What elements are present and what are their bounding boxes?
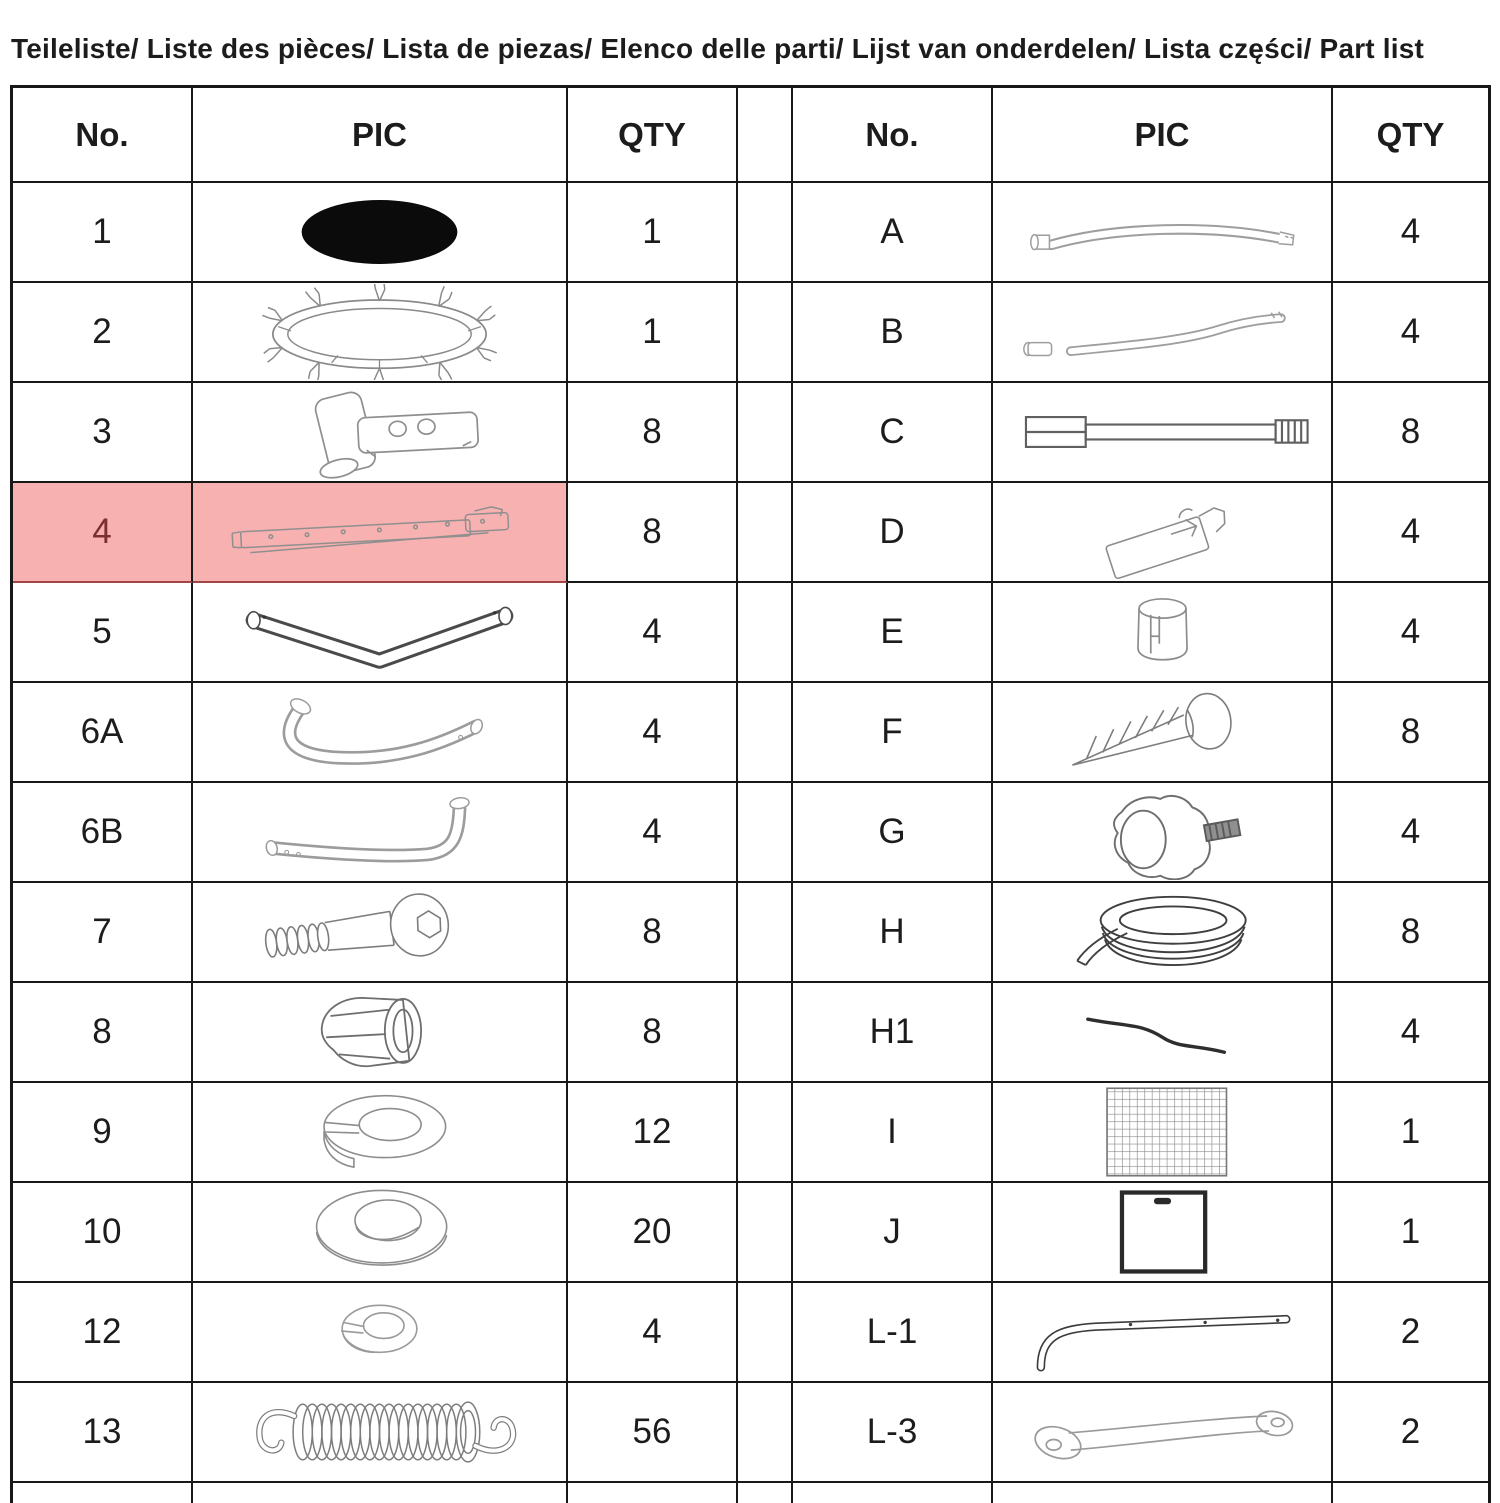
left-part-pic-cell xyxy=(193,983,568,1083)
left-part-no-cell: 3 xyxy=(13,383,193,483)
spacer-cell xyxy=(738,583,793,683)
spacer-cell xyxy=(738,383,793,483)
panel-icon xyxy=(995,1184,1330,1280)
left-part-pic-cell xyxy=(193,483,568,583)
spacer-cell xyxy=(738,1283,793,1383)
net-icon xyxy=(995,1084,1330,1180)
left-part-qty-cell: 8 xyxy=(568,983,738,1083)
curved-leg-6a-icon xyxy=(212,684,547,780)
spacer-cell xyxy=(738,883,793,983)
left-part-qty-cell: 4 xyxy=(568,783,738,883)
right-part-no-cell: L-3 xyxy=(793,1383,993,1483)
right-part-pic-cell xyxy=(993,1283,1333,1383)
spacer-cell xyxy=(738,283,793,383)
partial-row-cell xyxy=(738,1483,793,1503)
left-part-qty-cell: 8 xyxy=(568,883,738,983)
left-part-pic-cell xyxy=(193,1383,568,1483)
spacer-cell xyxy=(738,183,793,283)
right-part-qty-cell: 8 xyxy=(1333,883,1488,983)
spacer-cell xyxy=(738,1383,793,1483)
left-part-qty-cell: 56 xyxy=(568,1383,738,1483)
partial-row-cell xyxy=(793,1483,993,1503)
t-joint-icon xyxy=(212,384,547,480)
right-part-qty-cell: 1 xyxy=(1333,1083,1488,1183)
clamp-icon xyxy=(995,484,1330,580)
left-part-qty-cell: 8 xyxy=(568,383,738,483)
right-part-qty-cell: 4 xyxy=(1333,983,1488,1083)
right-part-qty-cell: 8 xyxy=(1333,683,1488,783)
lock-washer-icon xyxy=(212,1084,547,1180)
left-part-no-cell: 9 xyxy=(13,1083,193,1183)
right-part-no-cell: A xyxy=(793,183,993,283)
small-washer-icon xyxy=(212,1284,547,1380)
partial-row-cell xyxy=(193,1483,568,1503)
header-qty-right: QTY xyxy=(1333,88,1488,183)
right-part-qty-cell: 4 xyxy=(1333,483,1488,583)
left-part-qty-cell: 4 xyxy=(568,583,738,683)
curved-leg-6b-icon xyxy=(212,784,547,880)
right-part-pic-cell xyxy=(993,1383,1333,1483)
left-part-no-cell: 5 xyxy=(13,583,193,683)
header-pic-right: PIC xyxy=(993,88,1333,183)
right-part-no-cell: H1 xyxy=(793,983,993,1083)
header-no-right: No. xyxy=(793,88,993,183)
right-part-pic-cell xyxy=(993,983,1333,1083)
right-part-no-cell: D xyxy=(793,483,993,583)
hex-bolt-icon xyxy=(212,884,547,980)
right-part-no-cell: L-1 xyxy=(793,1283,993,1383)
left-part-qty-cell: 1 xyxy=(568,283,738,383)
right-part-qty-cell: 2 xyxy=(1333,1383,1488,1483)
left-part-qty-cell: 4 xyxy=(568,1283,738,1383)
left-part-no-cell: 13 xyxy=(13,1383,193,1483)
right-part-pic-cell xyxy=(993,1083,1333,1183)
page-title: Teileliste/ Liste des pièces/ Lista de piezas/ Elenco delle parti/ Lijst van onderdelen/ Lista części/ Part list xyxy=(11,33,1425,64)
left-part-qty-cell: 4 xyxy=(568,683,738,783)
left-part-no-cell: 12 xyxy=(13,1283,193,1383)
left-part-no-cell: 2 xyxy=(13,283,193,383)
spacer-cell xyxy=(738,683,793,783)
frame-ring-icon xyxy=(212,284,547,380)
right-part-no-cell: H xyxy=(793,883,993,983)
left-part-no-cell: 4 xyxy=(13,483,193,583)
left-part-pic-cell xyxy=(193,583,568,683)
spacer-cell xyxy=(738,983,793,1083)
left-part-pic-cell xyxy=(193,1283,568,1383)
left-part-pic-cell xyxy=(193,783,568,883)
trampoline-mat-icon xyxy=(212,184,547,280)
left-part-no-cell: 6B xyxy=(13,783,193,883)
left-part-no-cell: 7 xyxy=(13,883,193,983)
left-part-no-cell: 10 xyxy=(13,1183,193,1283)
arch-pole-a-icon xyxy=(995,184,1330,280)
left-part-qty-cell: 20 xyxy=(568,1183,738,1283)
left-part-pic-cell xyxy=(193,183,568,283)
right-part-no-cell: G xyxy=(793,783,993,883)
flat-washer-icon xyxy=(212,1184,547,1280)
right-part-pic-cell xyxy=(993,1183,1333,1283)
right-part-no-cell: C xyxy=(793,383,993,483)
header-pic-left: PIC xyxy=(193,88,568,183)
partial-row-cell xyxy=(13,1483,193,1503)
left-part-pic-cell xyxy=(193,883,568,983)
right-part-pic-cell xyxy=(993,883,1333,983)
spring-icon xyxy=(212,1384,547,1480)
partial-row-cell xyxy=(568,1483,738,1503)
right-part-pic-cell xyxy=(993,783,1333,883)
partial-row-cell xyxy=(993,1483,1333,1503)
pole-l1-icon xyxy=(995,1284,1330,1380)
right-part-no-cell: I xyxy=(793,1083,993,1183)
arch-pole-b-icon xyxy=(995,284,1330,380)
partial-row-cell xyxy=(1333,1483,1488,1503)
spacer-cell xyxy=(738,1083,793,1183)
right-part-pic-cell xyxy=(993,483,1333,583)
threaded-rod-icon xyxy=(995,384,1330,480)
right-part-pic-cell xyxy=(993,383,1333,483)
right-part-no-cell: J xyxy=(793,1183,993,1283)
right-part-no-cell: E xyxy=(793,583,993,683)
header-no-left: No. xyxy=(13,88,193,183)
right-part-qty-cell: 2 xyxy=(1333,1283,1488,1383)
screw-icon xyxy=(995,684,1330,780)
left-part-qty-cell: 8 xyxy=(568,483,738,583)
left-part-no-cell: 6A xyxy=(13,683,193,783)
end-cap-icon xyxy=(995,584,1330,680)
right-part-no-cell: B xyxy=(793,283,993,383)
frame-rail-icon xyxy=(212,484,547,580)
spacer-cell xyxy=(738,1183,793,1283)
cap-nut-icon xyxy=(212,984,547,1080)
right-part-pic-cell xyxy=(993,283,1333,383)
right-part-pic-cell xyxy=(993,183,1333,283)
right-part-qty-cell: 1 xyxy=(1333,1183,1488,1283)
header-spacer xyxy=(738,88,793,183)
left-part-pic-cell xyxy=(193,683,568,783)
right-part-qty-cell: 4 xyxy=(1333,783,1488,883)
star-knob-icon xyxy=(995,784,1330,880)
right-part-qty-cell: 4 xyxy=(1333,183,1488,283)
left-part-no-cell: 1 xyxy=(13,183,193,283)
right-part-qty-cell: 8 xyxy=(1333,383,1488,483)
strap-icon xyxy=(995,1384,1330,1480)
right-part-pic-cell xyxy=(993,583,1333,683)
left-part-qty-cell: 12 xyxy=(568,1083,738,1183)
left-part-pic-cell xyxy=(193,283,568,383)
left-part-pic-cell xyxy=(193,1183,568,1283)
left-part-no-cell: 8 xyxy=(13,983,193,1083)
left-part-qty-cell: 1 xyxy=(568,183,738,283)
right-part-qty-cell: 4 xyxy=(1333,583,1488,683)
right-part-qty-cell: 4 xyxy=(1333,283,1488,383)
v-leg-icon xyxy=(212,584,547,680)
header-qty-left: QTY xyxy=(568,88,738,183)
parts-table xyxy=(10,85,1491,1503)
spacer-cell xyxy=(738,483,793,583)
right-part-pic-cell xyxy=(993,683,1333,783)
right-part-no-cell: F xyxy=(793,683,993,783)
cord-icon xyxy=(995,984,1330,1080)
spacer-cell xyxy=(738,783,793,883)
left-part-pic-cell xyxy=(193,383,568,483)
left-part-pic-cell xyxy=(193,1083,568,1183)
rope-coil-icon xyxy=(995,884,1330,980)
